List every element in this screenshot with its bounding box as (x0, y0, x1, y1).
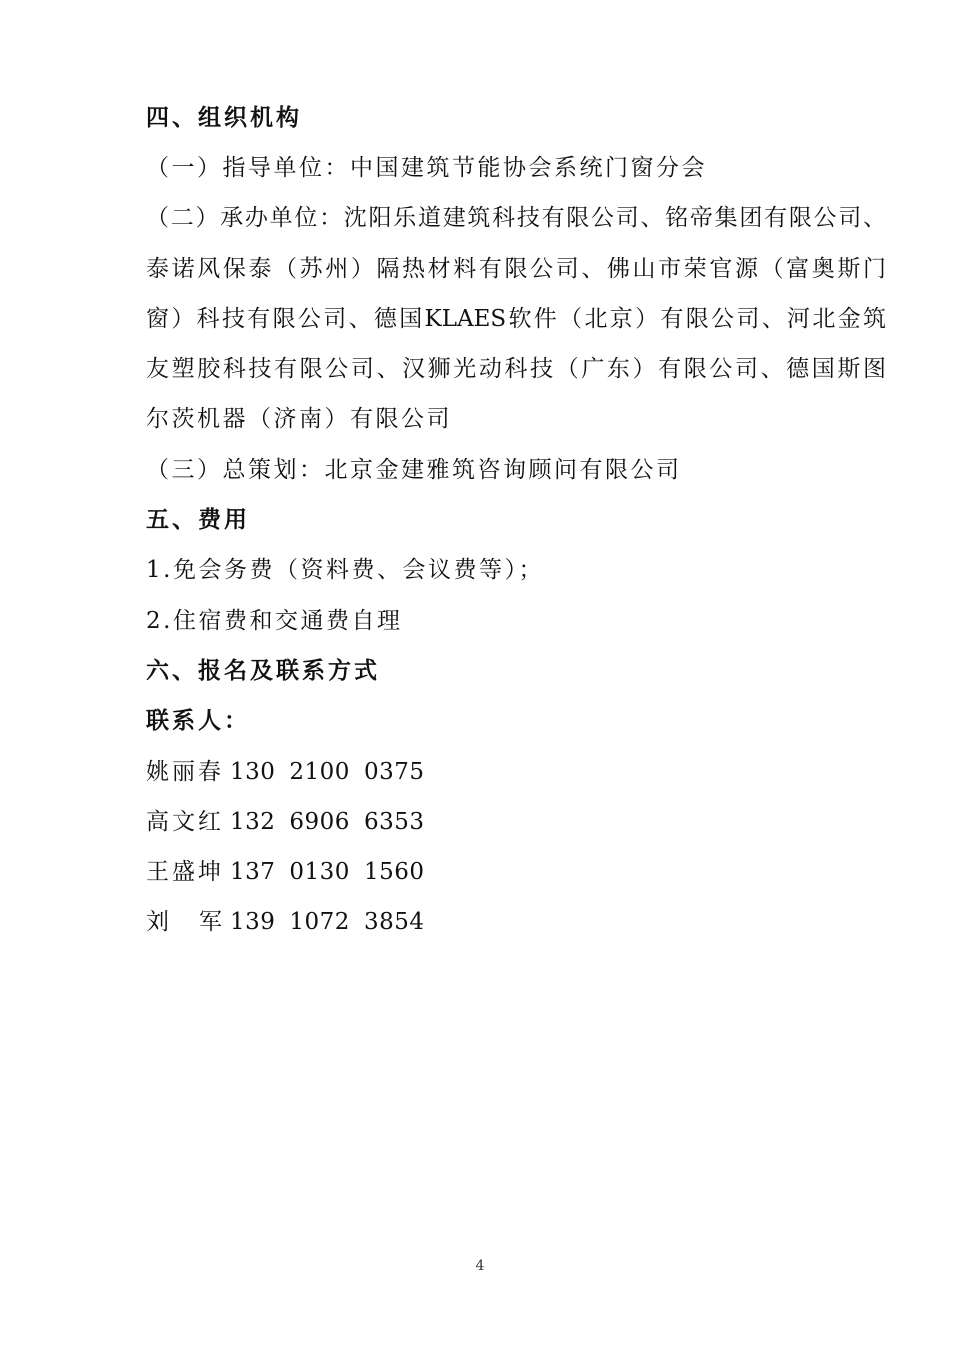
contact-phone-part: 6906 (289, 809, 350, 835)
guide-unit: （一）指导单位：中国建筑节能协会系统门窗分会 (146, 155, 707, 181)
contact-row (146, 857, 886, 887)
contact-name: 姚丽春 (146, 759, 224, 785)
page-number: 4 (475, 1258, 485, 1274)
contact-phone-part: 1072 (289, 909, 350, 935)
organizer-line: 尔茨机器（济南）有限公司 (146, 406, 452, 432)
section-heading-organization: 四、组织机构 (146, 105, 302, 131)
contact-phone-part: 0375 (363, 759, 425, 785)
contact-row (146, 757, 886, 787)
contact-phone-part: 139 (230, 909, 276, 935)
fee-item: 1.免会务费（资料费、会议费等）； (146, 557, 544, 583)
contact-phone-part: 6353 (363, 809, 425, 835)
contact-phone-part: 1560 (363, 859, 425, 885)
organizer-line: （二）承办单位：沈阳乐道建筑科技有限公司、铭帝集团有限公司、 (146, 205, 886, 231)
section-heading-fees: 五、费用 (146, 507, 250, 533)
contact-phone-part: 130 (230, 759, 276, 785)
contact-name: 刘军 (146, 909, 222, 935)
contact-phone-part: 2100 (289, 759, 350, 785)
contact-row (146, 907, 886, 937)
contact-phone-part: 0130 (289, 859, 350, 885)
contact-phone-part: 3854 (363, 909, 425, 935)
planner: （三）总策划：北京金建雅筑咨询顾问有限公司 (146, 457, 682, 483)
organizer-line: 泰诺风保泰（苏州）隔热材料有限公司、佛山市荣官源（富奥斯门 (146, 256, 886, 282)
section-heading-registration: 六、报名及联系方式 (146, 658, 380, 684)
fee-item: 2.住宿费和交通费自理 (146, 608, 403, 634)
contact-phone-part: 137 (230, 859, 276, 885)
organizer-line: 窗）科技有限公司、德国KLAES软件（北京）有限公司、河北金筑 (146, 306, 886, 332)
contact-phone-part: 132 (230, 809, 276, 835)
contact-name: 高文红 (146, 809, 224, 835)
contact-row (146, 807, 886, 837)
contact-name: 王盛坤 (146, 859, 224, 885)
contact-label: 联系人： (146, 708, 250, 734)
organizer-line: 友塑胶科技有限公司、汉狮光动科技（广东）有限公司、德国斯图 (146, 356, 886, 382)
